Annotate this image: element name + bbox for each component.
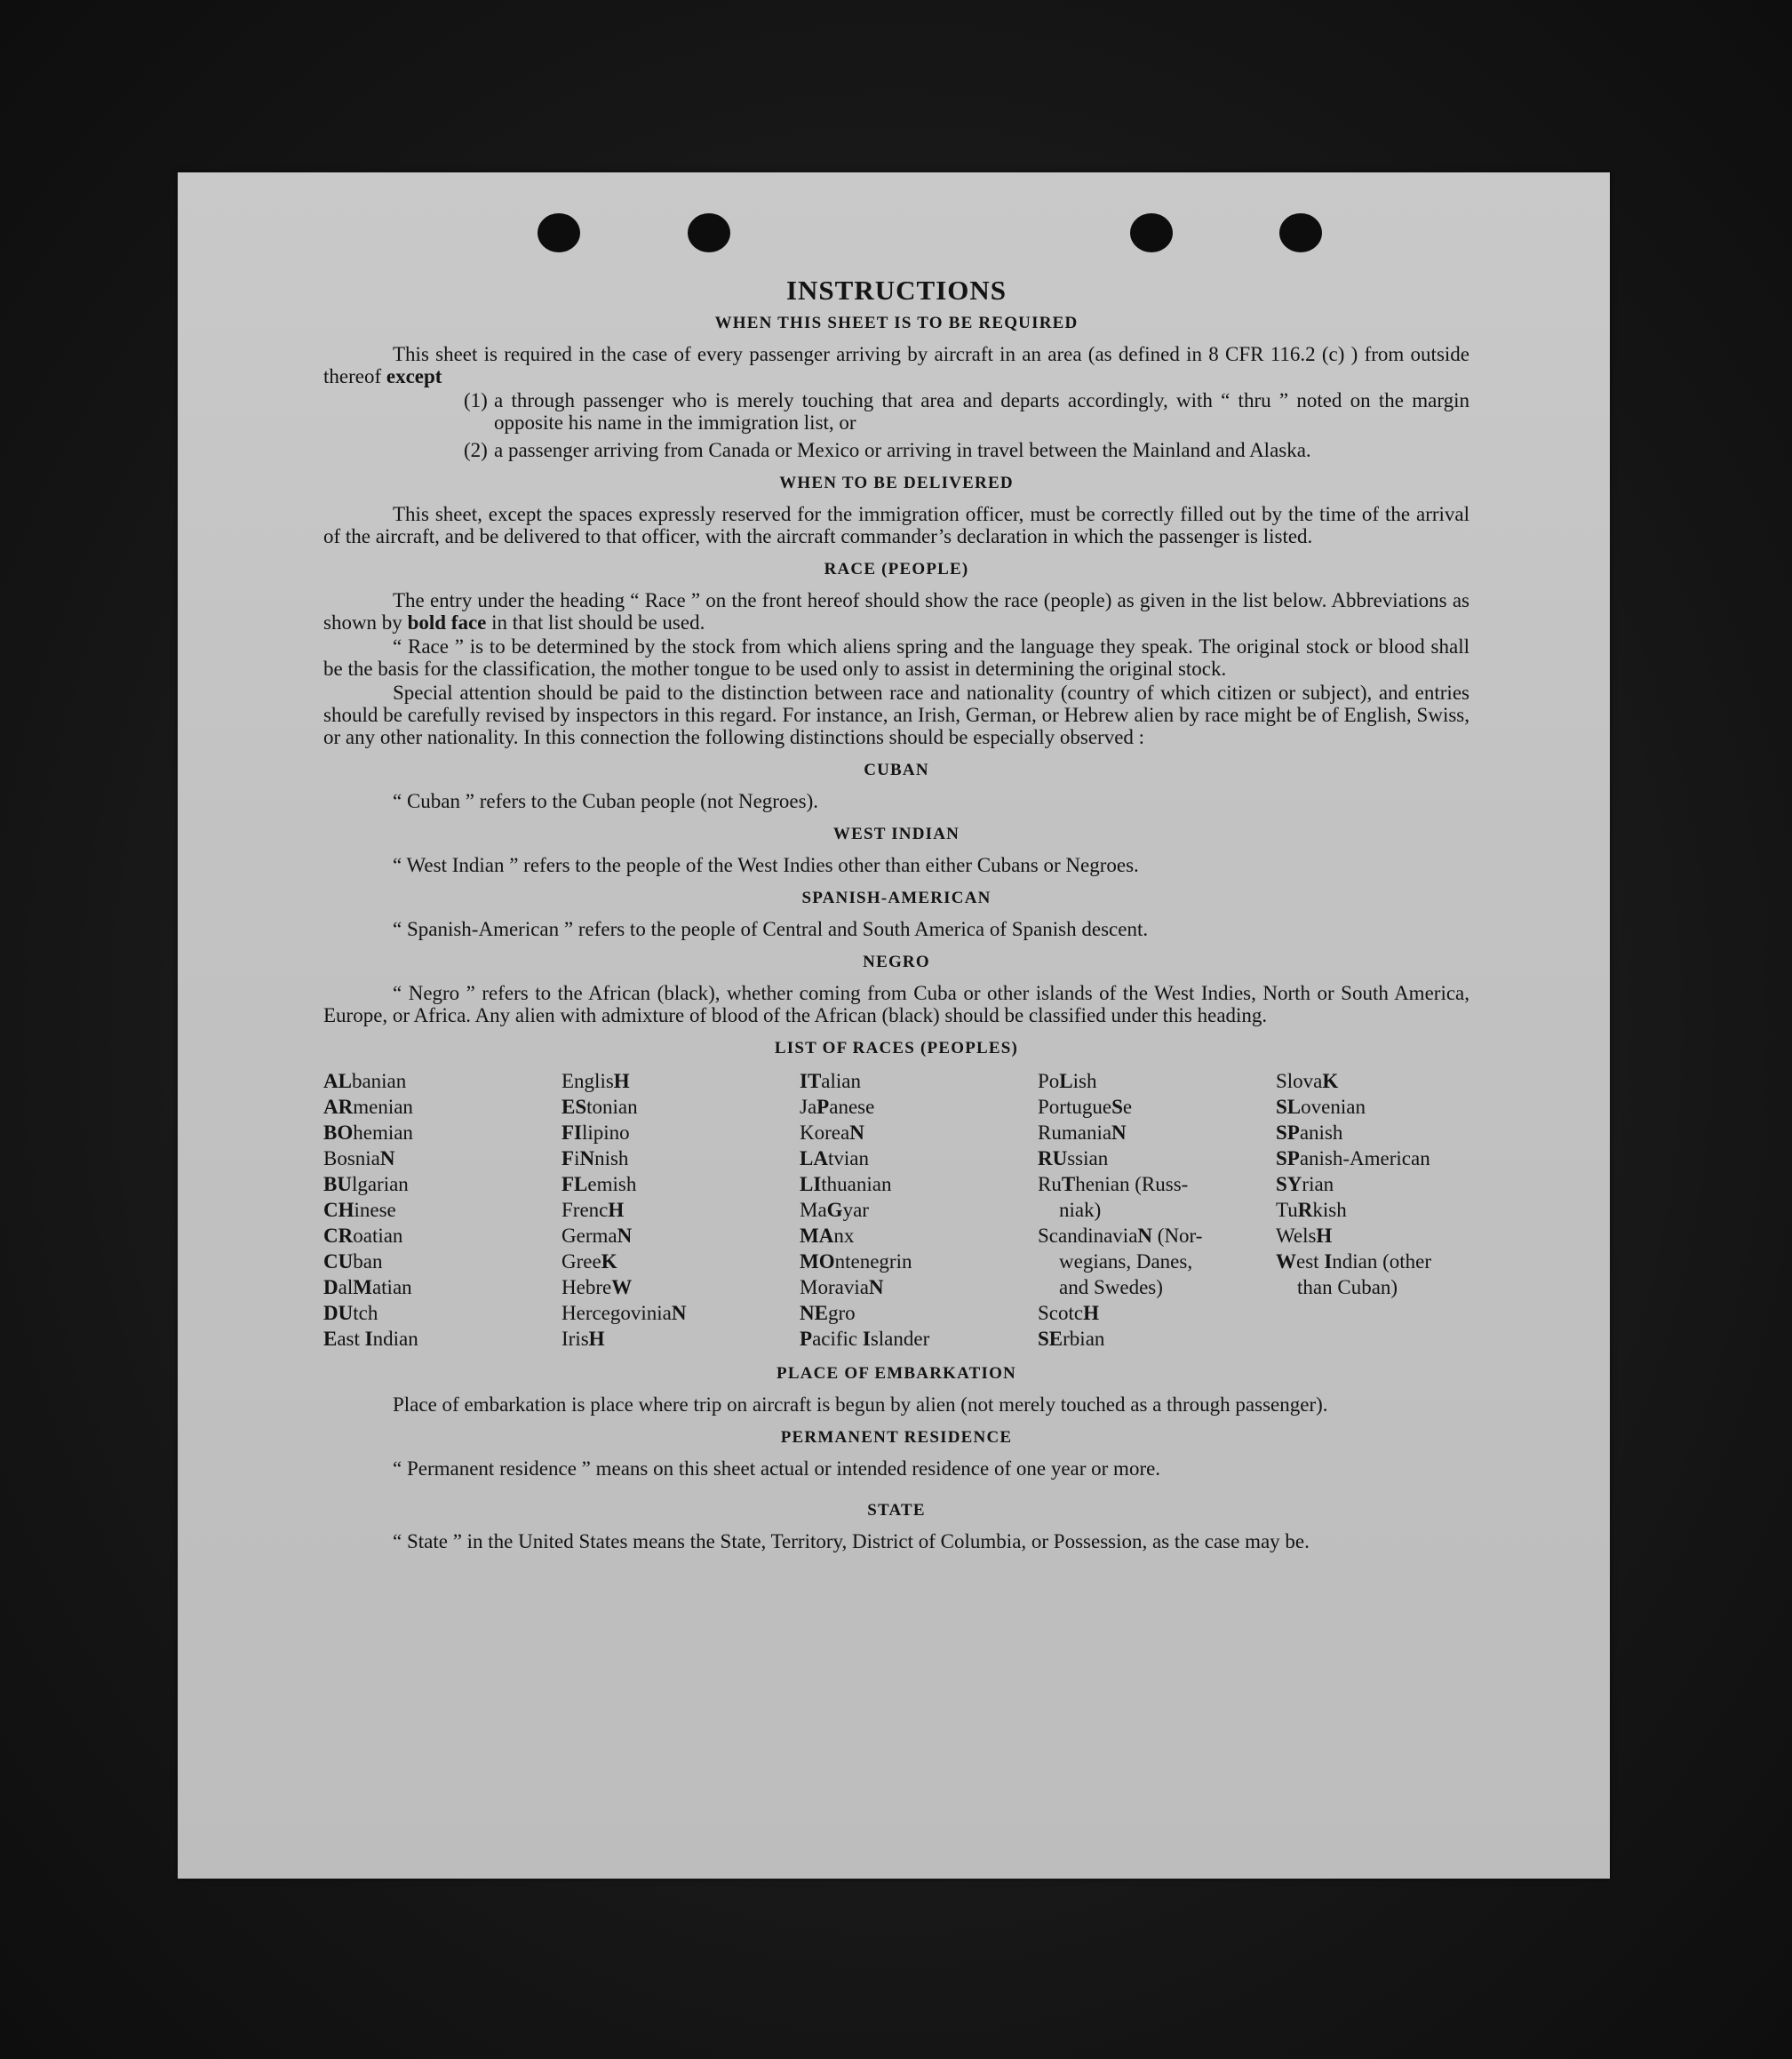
- race-entry: CHinese: [323, 1199, 396, 1221]
- race-entry: MaGyar: [800, 1199, 869, 1221]
- race-entry: FrencH: [561, 1199, 625, 1221]
- race-entry: SPanish-American: [1276, 1147, 1430, 1169]
- race-entry: HebreW: [561, 1276, 633, 1298]
- punch-hole: [1130, 213, 1173, 252]
- race-entry: GermaN: [561, 1225, 633, 1247]
- required-intro: This sheet is required in the case of every passenger arriving by aircraft in an area (as defined in 8 CFR 116.2 (c) ) from outside thereof except: [323, 343, 1469, 387]
- race-entry: FiNnish: [561, 1147, 629, 1169]
- race-entry: FLemish: [561, 1173, 637, 1195]
- race-entry: CRoatian: [323, 1225, 403, 1247]
- section-heading-west-indian: WEST INDIAN: [832, 825, 960, 843]
- spanish-american-text: “ Spanish-American ” refers to the people of Central and South America of Spanish descent.: [393, 918, 1149, 940]
- section-heading-races-list: LIST OF RACES (PEOPLES): [774, 1039, 1019, 1057]
- race-entry: SlovaK: [1276, 1070, 1339, 1092]
- race-paragraph: Special attention should be paid to the distinction between race and nationality (country of which citizen or subject), and entries should be carefully revised by inspectors in this regard. For instance, an Irish, German, or Hebrew alien by race might be of English, Swiss, or any other nationality. In this connection the following distinctions should be especially observed :: [323, 682, 1469, 748]
- punch-hole: [538, 213, 580, 252]
- race-paragraph: The entry under the heading “ Race ” on the front hereof should show the race (people) as given in the list below. Abbreviations as shown by bold face in that list should be used.: [323, 589, 1469, 634]
- race-entry: FIlipino: [561, 1121, 630, 1144]
- race-paragraph: “ Race ” is to be determined by the stock from which aliens spring and the language they speak. The original stock or blood shall be the basis for the classification, the mother tongue to be used only to assist in determining the original stock.: [323, 635, 1469, 680]
- race-entry: NEgro: [800, 1302, 856, 1324]
- race-entry: DUtch: [323, 1302, 378, 1324]
- residence-text: “ Permanent residence ” means on this sheet actual or intended residence of one year or more.: [393, 1457, 1161, 1480]
- race-entry: SLovenian: [1276, 1096, 1366, 1118]
- cuban-text: “ Cuban ” refers to the Cuban people (not Negroes).: [393, 790, 819, 812]
- page-title: INSTRUCTIONS: [785, 275, 1007, 306]
- race-entry: WelsH: [1276, 1225, 1333, 1247]
- document-sheet: [178, 172, 1610, 1879]
- section-heading-delivered: WHEN TO BE DELIVERED: [779, 474, 1014, 492]
- race-entry: RuThenian (Russ-: [1038, 1173, 1189, 1195]
- section-heading-spanish-american: SPANISH-AMERICAN: [801, 889, 992, 907]
- race-entry: BosniaN: [323, 1147, 395, 1169]
- section-heading-cuban: CUBAN: [864, 761, 929, 779]
- race-entry: EnglisH: [561, 1070, 630, 1092]
- race-entry: IrisH: [561, 1328, 605, 1350]
- race-entry: MOntenegrin: [800, 1250, 912, 1273]
- race-entry: ScandinaviaN (Nor-: [1038, 1225, 1203, 1247]
- section-heading-residence: PERMANENT RESIDENCE: [780, 1428, 1013, 1447]
- races-column: [800, 1068, 1038, 1352]
- race-entry: PoLish: [1038, 1070, 1097, 1092]
- race-entry: niak): [1059, 1199, 1102, 1221]
- race-entry: RUssian: [1038, 1147, 1109, 1169]
- race-entry: LAtvian: [800, 1147, 869, 1169]
- section-heading-required: WHEN THIS SHEET IS TO BE REQUIRED: [714, 314, 1079, 332]
- race-entry: SErbian: [1038, 1328, 1105, 1350]
- race-entry: BOhemian: [323, 1121, 413, 1144]
- race-entry: Pacific Islander: [800, 1328, 930, 1350]
- race-entry: wegians, Danes,: [1059, 1250, 1193, 1273]
- race-entry: ALbanian: [323, 1070, 407, 1092]
- section-heading-embarkation: PLACE OF EMBARKATION: [777, 1364, 1016, 1383]
- race-entry: TuRkish: [1276, 1199, 1347, 1221]
- embarkation-text: Place of embarkation is place where trip on aircraft is begun by alien (not merely touched as a through passenger).: [393, 1393, 1328, 1416]
- section-heading-state: STATE: [867, 1501, 926, 1520]
- race-entry: LIthuanian: [800, 1173, 892, 1195]
- negro-text: “ Negro ” refers to the African (black), whether coming from Cuba or other islands of the West Indies, North or South America, Europe, or Africa. Any alien with admixture of blood of the African (black) should be classified under this heading.: [323, 982, 1469, 1026]
- punch-hole: [688, 213, 730, 252]
- races-column: [323, 1068, 561, 1352]
- section-heading-race: RACE (PEOPLE): [824, 560, 969, 579]
- race-entry: SPanish: [1276, 1121, 1343, 1144]
- race-entry: KoreaN: [800, 1121, 864, 1144]
- race-entry: HercegoviniaN: [561, 1302, 687, 1324]
- race-entry: ARmenian: [323, 1096, 413, 1118]
- race-entry: ScotcH: [1038, 1302, 1099, 1324]
- race-entry: and Swedes): [1059, 1276, 1163, 1298]
- state-text: “ State ” in the United States means the State, Territory, District of Columbia, or Possession, as the case may be.: [393, 1530, 1310, 1552]
- races-column: [1276, 1068, 1514, 1352]
- race-entry: GreeK: [561, 1250, 617, 1273]
- exception-item: (1) a through passenger who is merely touching that area and departs accordingly, with “ thru ” noted on the margin opposite his name in the immigration list, or: [464, 389, 1469, 434]
- race-entry: West Indian (other: [1276, 1250, 1432, 1273]
- punch-hole: [1279, 213, 1322, 252]
- race-entry: SYrian: [1276, 1173, 1334, 1195]
- race-entry: MoraviaN: [800, 1276, 884, 1298]
- races-column: [561, 1068, 800, 1352]
- race-entry: PortugueSe: [1038, 1096, 1133, 1118]
- section-heading-negro: NEGRO: [863, 953, 930, 971]
- race-entry: RumaniaN: [1038, 1121, 1127, 1144]
- race-entry: ITalian: [800, 1070, 861, 1092]
- race-entry: East Indian: [323, 1328, 418, 1350]
- races-column: [1038, 1068, 1276, 1352]
- race-entry: than Cuban): [1297, 1276, 1398, 1298]
- race-entry: JaPanese: [800, 1096, 875, 1118]
- west-indian-text: “ West Indian ” refers to the people of the West Indies other than either Cubans or Negroes.: [393, 854, 1139, 876]
- delivered-text: This sheet, except the spaces expressly reserved for the immigration officer, must be correctly filled out by the time of the arrival of the aircraft, and be delivered to that officer, with the aircraft commander’s declaration in which the passenger is listed.: [323, 503, 1469, 547]
- race-entry: EStonian: [561, 1096, 638, 1118]
- race-entry: BUlgarian: [323, 1173, 409, 1195]
- races-list: [323, 1068, 1469, 1352]
- instructions-content: [323, 275, 1469, 1554]
- race-entry: CUban: [323, 1250, 383, 1273]
- race-entry: DalMatian: [323, 1276, 412, 1298]
- race-entry: MAnx: [800, 1225, 855, 1247]
- exception-item: (2) a passenger arriving from Canada or Mexico or arriving in travel between the Mainland and Alaska.: [464, 439, 1311, 461]
